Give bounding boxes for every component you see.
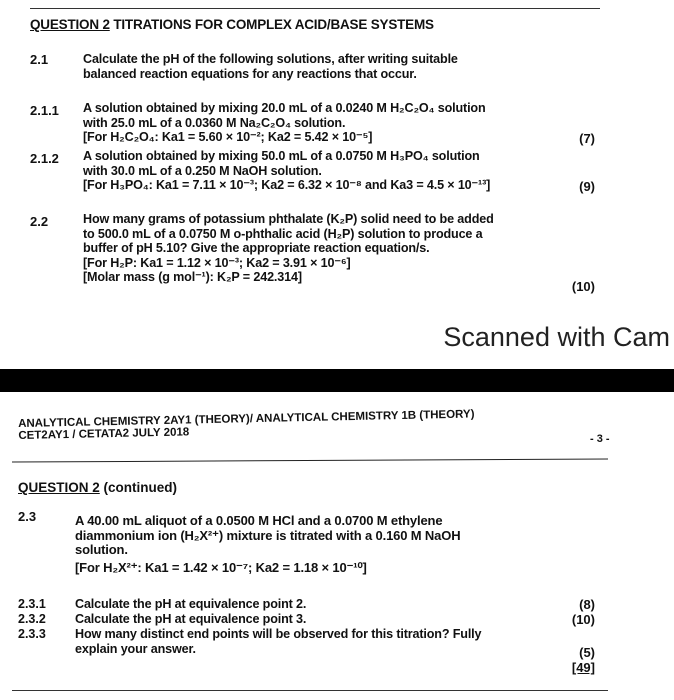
item-2-3-line: diammonium ion (H₂X²⁺) mixture is titrated with a 0.160 M NaOH — [75, 527, 461, 543]
item-2-1-2-number: 2.1.2 — [30, 151, 59, 166]
item-2-3-1-text: Calculate the pH at equivalence point 2. — [75, 597, 307, 611]
question-2-heading: TITRATIONS FOR COMPLEX ACID/BASE SYSTEMS — [109, 17, 434, 32]
question-2-title — [30, 17, 434, 32]
item-2-2-line: to 500.0 mL of a 0.0750 M o-phthalic acid (H₂P) solution to produce a — [83, 226, 483, 241]
page-number: - 3 - — [590, 433, 610, 445]
item-2-1-1-line: A solution obtained by mixing 20.0 mL of a 0.0240 M H₂C₂O₄ solution — [83, 101, 486, 115]
item-2-1-1-marks: (7) — [579, 131, 595, 146]
course-header-line: ANALYTICAL CHEMISTRY 2AY1 (THEORY)/ ANALYTICAL CHEMISTRY 1B (THEORY) — [18, 408, 475, 430]
item-2-1-text — [83, 52, 458, 81]
item-2-3-3-text-cont: explain your answer. — [75, 642, 196, 656]
item-2-3-2-text: Calculate the pH at equivalence point 3. — [75, 612, 307, 626]
item-2-2-text — [83, 212, 494, 285]
item-2-3-2-marks: (10) — [571, 612, 595, 627]
item-2-3-number: 2.3 — [18, 509, 37, 524]
item-2-3-line: solution. — [75, 542, 128, 557]
item-2-1-2-line: A solution obtained by mixing 50.0 mL of a 0.0750 M H₃PO₄ solution — [83, 149, 480, 163]
item-2-3-1-number: 2.3.1 — [18, 597, 46, 611]
top-rule — [30, 8, 600, 9]
item-2-3-text — [75, 514, 460, 575]
course-header-line: CET2AY1 / CETATA2 JULY 2018 — [18, 426, 190, 442]
item-2-3-3-number: 2.3.3 — [18, 627, 46, 641]
item-2-3-2-number: 2.3.2 — [18, 612, 46, 626]
item-2-1-line: Calculate the pH of the following solutions, after writing suitable — [83, 52, 458, 66]
item-2-3-1-marks: (8) — [579, 597, 595, 612]
course-header — [18, 408, 475, 442]
item-2-1-2-line: [For H₃PO₄: Ka1 = 7.11 × 10⁻³; Ka2 = 6.32 × 10⁻⁸ and Ka3 = 4.5 × 10⁻¹³] — [83, 178, 491, 193]
item-2-2-line: [For H₂P: Ka1 = 1.12 × 10⁻³; Ka2 = 3.91 × 10⁻⁶] — [83, 255, 351, 270]
item-2-2-line: [Molar mass (g mol⁻¹): K₂P = 242.314] — [83, 270, 302, 285]
item-2-1-2-marks: (9) — [579, 179, 595, 194]
question-2-continued-label: QUESTION 2 — [18, 480, 100, 495]
item-2-1-number: 2.1 — [30, 52, 49, 67]
bottom-rule — [12, 690, 608, 691]
page-gap-band — [0, 369, 674, 392]
item-2-1-2-line: with 30.0 mL of a 0.250 M NaOH solution. — [83, 163, 322, 178]
scanner-watermark: Scanned with Cam — [443, 322, 670, 352]
item-2-1-1-line: [For H₂C₂O₄: Ka1 = 5.60 × 10⁻²; Ka2 = 5.42 × 10⁻⁵] — [83, 130, 373, 145]
question-2-continued — [18, 480, 177, 495]
item-2-2-marks: (10) — [571, 279, 595, 294]
item-2-3-3-text: How many distinct end points will be observed for this titration? Fully — [75, 627, 482, 641]
item-2-1-1-text — [83, 101, 486, 145]
item-2-1-line: balanced reaction equations for any reactions that occur. — [83, 66, 417, 81]
item-2-2-line: How many grams of potassium phthalate (K₂P) solid need to be added — [83, 212, 494, 226]
item-2-2-line: buffer of pH 5.10? Give the appropriate reaction equation/s. — [83, 241, 430, 256]
item-2-1-2-text — [83, 149, 490, 193]
item-2-1-1-number: 2.1.1 — [30, 103, 59, 118]
question-2-label: QUESTION 2 — [30, 17, 110, 32]
item-2-1-1-line: with 25.0 mL of a 0.0360 M Na₂C₂O₄ solution. — [83, 115, 346, 130]
item-2-3-line: A 40.00 mL aliquot of a 0.0500 M HCl and a 0.0700 M ethylene — [75, 513, 443, 528]
total-marks: [49] — [571, 660, 595, 675]
item-2-3-3-marks: (5) — [579, 645, 595, 660]
item-2-2-number: 2.2 — [30, 214, 49, 229]
header-rule — [12, 458, 608, 462]
continued-text: (continued) — [99, 480, 178, 495]
item-2-3-line: [For H₂X²⁺: Ka1 = 1.42 × 10⁻⁷; Ka2 = 1.18 × 10⁻¹⁰] — [75, 559, 367, 575]
